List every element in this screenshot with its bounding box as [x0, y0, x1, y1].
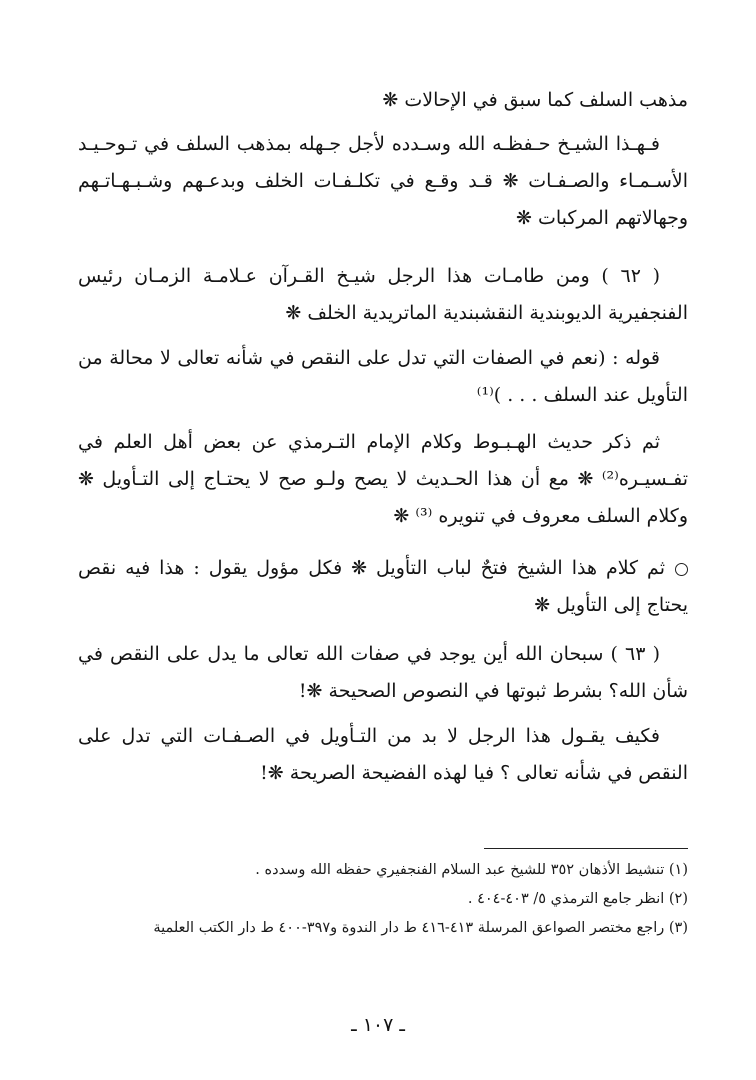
footnote-separator	[484, 848, 688, 849]
footnote-2: (٢) انظر جامع الترمذي ٥/ ٤٠٣-٤٠٤ .	[467, 891, 688, 907]
paragraph-7: ( ٦٣ ) سبحان الله أين يوجد في صفات الله تعالى ما يدل على النقص في شأن الله؟ بشرط ثبوتها في النصوص الصحيحة ❋!	[78, 643, 688, 702]
page-number: ـ ١٠٧ ـ	[351, 1014, 405, 1036]
circle-bullet-icon	[675, 563, 688, 576]
paragraph-8: فكيف يقـول هذا الرجل لا بد من التـأويل في الصـفـات التي تدل على النقص في شأنه تعالى ؟ فيا لهذه الفضيحة الصريحة ❋!	[78, 725, 688, 784]
paragraph-1: مذهب السلف كما سبق في الإحالات ❋	[382, 89, 688, 111]
paragraph-4: قوله : (نعم في الصفات التي تدل على النقص في شأنه تعالى لا محالة من التأويل عند السلف . . . )⁽¹⁾	[78, 347, 688, 406]
paragraph-5: ثم ذكر حديث الهـبـوط وكلام الإمام التـرمذي عن بعض أهل العلم في تفـسيـره⁽²⁾ ❋ مع أن هذا الحـديث لا يصح ولـو صح لا يحتـاج إلى التـأويل ❋ وكلام السلف معروف في تنويره ⁽³⁾ ❋	[78, 431, 688, 527]
paragraph-2: فـهـذا الشيـخ حـفظـه الله وسـدده لأجل جـهله بمذهب السلف في تـوحـيـد الأسـمـاء والصـفـات ❋ قـد وقـع في تكلـفـات الخلف وبدعـهم وشـبـهـاتـهم وجهالاتهم المركبات ❋	[78, 133, 688, 229]
footnote-3: (٣) راجع مختصر الصواعق المرسلة ٤١٣-٤١٦ ط دار الندوة و٣٩٧-٤٠٠ ط دار الكتب العلمية	[153, 920, 688, 936]
paragraph-6-text: ثم كلام هذا الشيخ فتحٌ لباب التأويل ❋ فكل مؤول يقول : هذا فيه نقص يحتاج إلى التأويل ❋	[78, 557, 688, 616]
paragraph-3: ( ٦٢ ) ومن طامـات هذا الرجل شيـخ القـرآن عـلامـة الزمـان رئيس الفنجفيرية الديوبندية النقشبندية الماتريدية الخلف ❋	[78, 265, 688, 324]
footnote-1: (١) تنشيط الأذهان ٣٥٢ للشيخ عبد السلام الفنجفيري حفظه الله وسدده .	[255, 862, 688, 878]
paragraph-6	[78, 550, 688, 624]
